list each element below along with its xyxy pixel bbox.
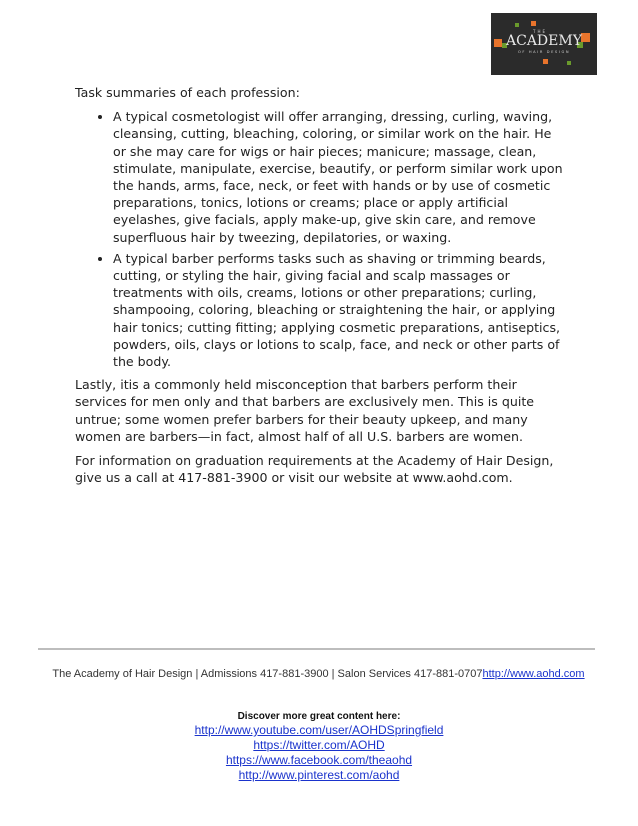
logo-name: ACADEMY bbox=[506, 33, 582, 49]
footer-divider bbox=[38, 648, 595, 650]
logo-square-orange bbox=[581, 33, 590, 42]
facebook-link[interactable]: https://www.facebook.com/theaohd bbox=[225, 753, 413, 767]
logo-square-green bbox=[515, 23, 519, 27]
intro-text: Task summaries of each profession: bbox=[75, 85, 300, 100]
document-body bbox=[75, 84, 567, 493]
logo-top-text: THE bbox=[533, 29, 547, 34]
footer-text: The Academy of Hair Design | Admissions 417-881-3900 | Salon Services 417-881-0707 bbox=[52, 668, 483, 680]
discover-heading: Discover more great content here: bbox=[237, 711, 401, 722]
logo-square-orange bbox=[531, 21, 536, 26]
social-links bbox=[0, 723, 638, 783]
academy-logo bbox=[491, 13, 597, 75]
paragraph-misconception: Lastly, itis a commonly held misconception that barbers perform their services for men only and that barbers are exclusively men. This is quite untrue; some women prefer barbers for their beauty upkeep, and many women are barbers—in fact, almost half of all U.S. barbers are women. bbox=[75, 377, 535, 444]
logo-sub-text: OF HAIR DESIGN bbox=[518, 50, 571, 54]
list-item-barber: • A typical barber performs tasks such as shaving or trimming beards, cutting, or styling the hair, giving facial and scalp massages or treatments with oils, creams, lotions or other preparations; curling, shampooing, coloring, bleaching or straightening the hair, or applying hair tonics; cutting fitting; applying cosmetic preparations, antiseptics, powders, oils, clays or lotions to scalp, face, and neck or other parts of the body. bbox=[113, 250, 567, 370]
logo-square-orange bbox=[543, 59, 548, 64]
pinterest-link[interactable]: http://www.pinterest.com/aohd bbox=[238, 768, 400, 782]
footer-contact bbox=[40, 668, 597, 681]
logo-square-orange bbox=[494, 39, 502, 47]
profession-list bbox=[75, 108, 567, 370]
logo-square-green bbox=[567, 61, 571, 65]
paragraph-contact-info: For information on graduation requirements at the Academy of Hair Design, give us a call at 417-881-3900 or visit our website at www.aohd.com. bbox=[75, 453, 554, 486]
list-item-cosmetologist: • A typical cosmetologist will offer arranging, dressing, curling, waving, cleansing, cutting, bleaching, coloring, or similar work on the hair. He or she may care for wigs or hair pieces; manicure; massage, clean, stimulate, manipulate, exercise, beautify, or perform similar work upon the hands, arms, face, neck, or feet with hands or by use of cosmetic preparations, tonics, lotions or creams; place or apply artificial eyelashes, give facials, apply make-up, give skin care, and remove superfluous hair by tweezing, depilatories, or waxing. bbox=[113, 108, 567, 246]
youtube-link[interactable]: http://www.youtube.com/user/AOHDSpringfield bbox=[194, 723, 444, 737]
footer-website-link[interactable]: http://www.aohd.com bbox=[482, 668, 585, 680]
twitter-link[interactable]: https://twitter.com/AOHD bbox=[253, 738, 385, 752]
